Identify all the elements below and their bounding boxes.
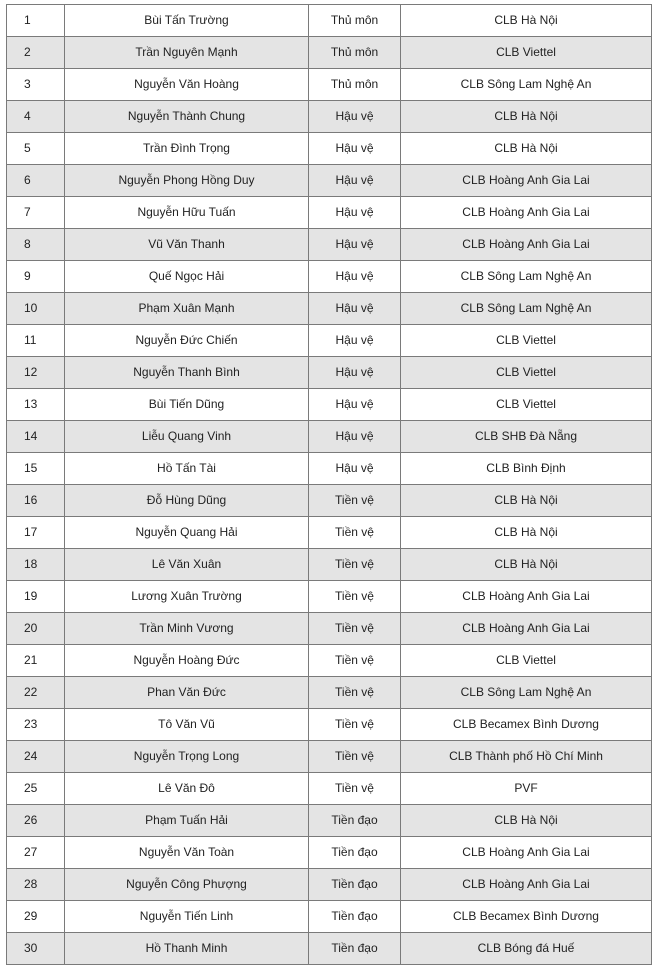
player-club-cell: CLB Sông Lam Nghệ An [401, 677, 652, 709]
player-number-cell: 4 [7, 101, 65, 133]
player-number-cell: 23 [7, 709, 65, 741]
player-club-cell: CLB Hoàng Anh Gia Lai [401, 165, 652, 197]
player-position-cell: Tiền vệ [309, 613, 401, 645]
table-row [7, 229, 652, 261]
player-number-cell: 20 [7, 613, 65, 645]
player-name-cell: Nguyễn Hữu Tuấn [65, 197, 309, 229]
player-position-cell: Tiền vệ [309, 517, 401, 549]
player-club-cell: CLB SHB Đà Nẵng [401, 421, 652, 453]
player-club-cell: CLB Sông Lam Nghệ An [401, 261, 652, 293]
player-position-cell: Tiền đạo [309, 805, 401, 837]
player-name-cell: Hồ Tấn Tài [65, 453, 309, 485]
player-club-cell: CLB Sông Lam Nghệ An [401, 293, 652, 325]
player-name-cell: Bùi Tiến Dũng [65, 389, 309, 421]
player-name-cell: Nguyễn Thành Chung [65, 101, 309, 133]
table-row [7, 485, 652, 517]
player-name-cell: Lê Văn Đô [65, 773, 309, 805]
player-club-cell: CLB Bình Định [401, 453, 652, 485]
player-number-cell: 2 [7, 37, 65, 69]
player-club-cell: CLB Hà Nội [401, 485, 652, 517]
player-number-cell: 14 [7, 421, 65, 453]
player-number-cell: 13 [7, 389, 65, 421]
player-name-cell: Lương Xuân Trường [65, 581, 309, 613]
table-row [7, 677, 652, 709]
player-name-cell: Vũ Văn Thanh [65, 229, 309, 261]
player-number-cell: 30 [7, 933, 65, 965]
player-name-cell: Bùi Tấn Trường [65, 5, 309, 37]
player-position-cell: Hậu vệ [309, 293, 401, 325]
player-position-cell: Thủ môn [309, 69, 401, 101]
player-number-cell: 25 [7, 773, 65, 805]
player-number-cell: 6 [7, 165, 65, 197]
player-position-cell: Tiền đạo [309, 933, 401, 965]
player-position-cell: Hậu vệ [309, 165, 401, 197]
player-name-cell: Trần Minh Vương [65, 613, 309, 645]
player-number-cell: 21 [7, 645, 65, 677]
player-club-cell: CLB Hà Nội [401, 549, 652, 581]
player-position-cell: Hậu vệ [309, 261, 401, 293]
player-club-cell: CLB Becamex Bình Dương [401, 709, 652, 741]
table-row [7, 869, 652, 901]
player-name-cell: Phan Văn Đức [65, 677, 309, 709]
player-position-cell: Tiền vệ [309, 549, 401, 581]
player-position-cell: Tiền vệ [309, 773, 401, 805]
player-position-cell: Thủ môn [309, 5, 401, 37]
player-number-cell: 9 [7, 261, 65, 293]
player-position-cell: Tiền vệ [309, 645, 401, 677]
player-position-cell: Hậu vệ [309, 389, 401, 421]
table-row [7, 421, 652, 453]
player-position-cell: Hậu vệ [309, 229, 401, 261]
player-number-cell: 10 [7, 293, 65, 325]
player-name-cell: Lê Văn Xuân [65, 549, 309, 581]
player-position-cell: Hậu vệ [309, 325, 401, 357]
table-row [7, 197, 652, 229]
player-number-cell: 7 [7, 197, 65, 229]
player-name-cell: Nguyễn Công Phượng [65, 869, 309, 901]
player-name-cell: Quế Ngọc Hải [65, 261, 309, 293]
table-row [7, 709, 652, 741]
player-name-cell: Trần Nguyên Mạnh [65, 37, 309, 69]
table-row [7, 805, 652, 837]
player-club-cell: CLB Viettel [401, 325, 652, 357]
player-position-cell: Tiền đạo [309, 869, 401, 901]
player-name-cell: Nguyễn Trọng Long [65, 741, 309, 773]
player-position-cell: Tiền đạo [309, 837, 401, 869]
player-position-cell: Thủ môn [309, 37, 401, 69]
table-row [7, 549, 652, 581]
player-number-cell: 28 [7, 869, 65, 901]
player-number-cell: 1 [7, 5, 65, 37]
table-row [7, 933, 652, 965]
player-position-cell: Tiền vệ [309, 741, 401, 773]
player-number-cell: 27 [7, 837, 65, 869]
player-position-cell: Hậu vệ [309, 197, 401, 229]
table-row [7, 773, 652, 805]
player-name-cell: Nguyễn Thanh Bình [65, 357, 309, 389]
player-name-cell: Tô Văn Vũ [65, 709, 309, 741]
table-row [7, 69, 652, 101]
table-row [7, 133, 652, 165]
player-club-cell: CLB Hoàng Anh Gia Lai [401, 869, 652, 901]
player-number-cell: 29 [7, 901, 65, 933]
player-club-cell: CLB Hoàng Anh Gia Lai [401, 229, 652, 261]
player-position-cell: Hậu vệ [309, 421, 401, 453]
player-number-cell: 8 [7, 229, 65, 261]
player-name-cell: Hồ Thanh Minh [65, 933, 309, 965]
table-row [7, 261, 652, 293]
player-club-cell: CLB Hà Nội [401, 5, 652, 37]
player-name-cell: Phạm Xuân Mạnh [65, 293, 309, 325]
player-roster-body [7, 5, 652, 965]
player-club-cell: CLB Hà Nội [401, 805, 652, 837]
player-club-cell: CLB Hoàng Anh Gia Lai [401, 581, 652, 613]
player-name-cell: Nguyễn Tiến Linh [65, 901, 309, 933]
player-name-cell: Trần Đình Trọng [65, 133, 309, 165]
table-row [7, 165, 652, 197]
player-position-cell: Tiền vệ [309, 485, 401, 517]
player-name-cell: Nguyễn Hoàng Đức [65, 645, 309, 677]
player-position-cell: Hậu vệ [309, 133, 401, 165]
player-name-cell: Đỗ Hùng Dũng [65, 485, 309, 517]
player-name-cell: Nguyễn Quang Hải [65, 517, 309, 549]
player-number-cell: 12 [7, 357, 65, 389]
player-club-cell: CLB Hà Nội [401, 133, 652, 165]
player-club-cell: CLB Hà Nội [401, 517, 652, 549]
player-name-cell: Phạm Tuấn Hải [65, 805, 309, 837]
player-position-cell: Tiền vệ [309, 581, 401, 613]
table-row [7, 5, 652, 37]
table-row [7, 389, 652, 421]
player-club-cell: CLB Viettel [401, 357, 652, 389]
player-number-cell: 17 [7, 517, 65, 549]
player-club-cell: PVF [401, 773, 652, 805]
player-number-cell: 22 [7, 677, 65, 709]
player-club-cell: CLB Becamex Bình Dương [401, 901, 652, 933]
table-row [7, 293, 652, 325]
player-position-cell: Hậu vệ [309, 101, 401, 133]
player-name-cell: Nguyễn Phong Hồng Duy [65, 165, 309, 197]
table-row [7, 357, 652, 389]
table-row [7, 613, 652, 645]
table-row [7, 37, 652, 69]
player-number-cell: 11 [7, 325, 65, 357]
player-club-cell: CLB Viettel [401, 389, 652, 421]
table-row [7, 645, 652, 677]
player-club-cell: CLB Sông Lam Nghệ An [401, 69, 652, 101]
player-position-cell: Tiền đạo [309, 901, 401, 933]
player-club-cell: CLB Hà Nội [401, 101, 652, 133]
player-club-cell: CLB Viettel [401, 645, 652, 677]
player-name-cell: Nguyễn Văn Hoàng [65, 69, 309, 101]
player-name-cell: Nguyễn Đức Chiến [65, 325, 309, 357]
player-club-cell: CLB Viettel [401, 37, 652, 69]
player-roster-table [6, 4, 652, 965]
table-row [7, 581, 652, 613]
table-row [7, 325, 652, 357]
player-club-cell: CLB Thành phố Hồ Chí Minh [401, 741, 652, 773]
player-position-cell: Tiền vệ [309, 709, 401, 741]
table-row [7, 453, 652, 485]
table-row [7, 741, 652, 773]
player-number-cell: 24 [7, 741, 65, 773]
table-row [7, 837, 652, 869]
player-club-cell: CLB Bóng đá Huế [401, 933, 652, 965]
player-club-cell: CLB Hoàng Anh Gia Lai [401, 613, 652, 645]
player-number-cell: 5 [7, 133, 65, 165]
player-position-cell: Tiền vệ [309, 677, 401, 709]
player-position-cell: Hậu vệ [309, 357, 401, 389]
player-number-cell: 18 [7, 549, 65, 581]
player-club-cell: CLB Hoàng Anh Gia Lai [401, 197, 652, 229]
player-position-cell: Hậu vệ [309, 453, 401, 485]
table-row [7, 101, 652, 133]
player-number-cell: 19 [7, 581, 65, 613]
table-row [7, 517, 652, 549]
player-number-cell: 26 [7, 805, 65, 837]
player-number-cell: 16 [7, 485, 65, 517]
player-number-cell: 3 [7, 69, 65, 101]
player-name-cell: Liễu Quang Vinh [65, 421, 309, 453]
player-number-cell: 15 [7, 453, 65, 485]
player-name-cell: Nguyễn Văn Toàn [65, 837, 309, 869]
table-row [7, 901, 652, 933]
player-club-cell: CLB Hoàng Anh Gia Lai [401, 837, 652, 869]
